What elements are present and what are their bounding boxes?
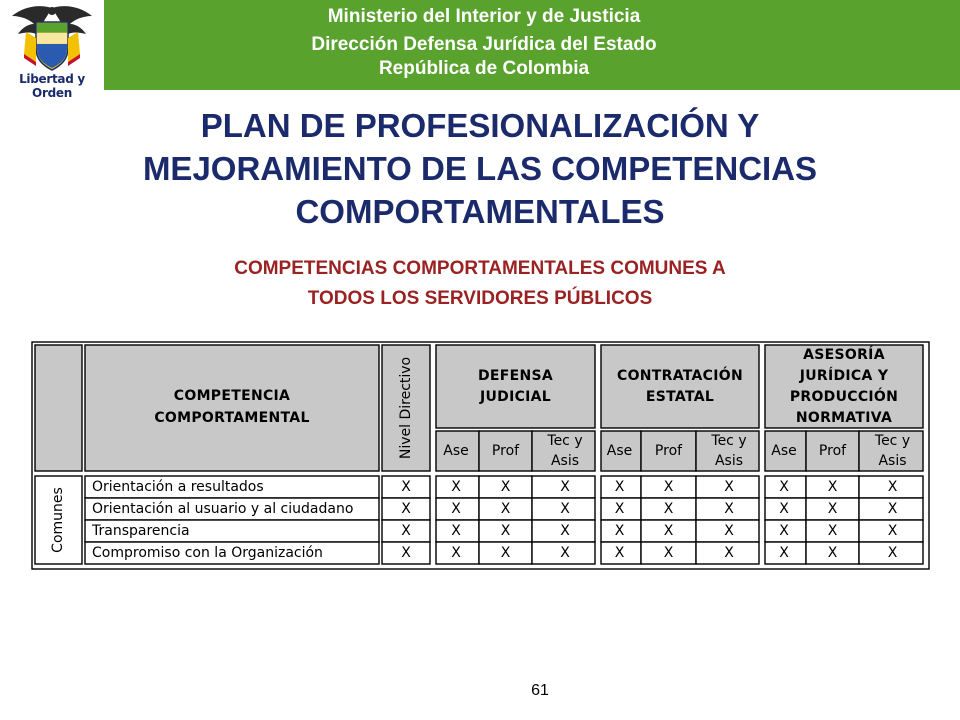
- competency-mark: X: [663, 523, 674, 539]
- subcolumn-header-label: Asis: [714, 453, 744, 469]
- competency-mark: X: [887, 501, 898, 517]
- competencia-header-cell: [85, 345, 379, 471]
- competency-mark: X: [887, 545, 898, 561]
- category-label: Comunes: [50, 487, 66, 553]
- competency-mark: X: [451, 523, 461, 539]
- page-title: [40, 104, 920, 233]
- title-line: PLAN DE PROFESIONALIZACIÓN Y: [200, 107, 760, 144]
- competency-mark: X: [451, 479, 461, 495]
- competency-label: Orientación al usuario y al ciudadano: [92, 501, 354, 517]
- competency-mark: X: [614, 501, 625, 517]
- group-header-cell: [436, 345, 595, 428]
- subtitle-line: COMPETENCIAS COMPORTAMENTALES COMUNES A: [234, 258, 726, 279]
- competency-mark: X: [724, 501, 734, 517]
- competency-label: Transparencia: [92, 523, 190, 539]
- subcolumn-header-label: Asis: [550, 453, 580, 469]
- competency-mark: X: [724, 545, 734, 561]
- subcolumn-header-label: Prof: [654, 443, 683, 459]
- subcolumn-header-label: Tec y: [874, 433, 911, 449]
- coat-of-arms-logo: [0, 0, 104, 100]
- competency-mark: X: [887, 479, 898, 495]
- subcolumn-header-label: Ase: [771, 443, 797, 459]
- competency-mark: X: [500, 523, 511, 539]
- title-line: COMPORTAMENTALES: [295, 193, 665, 230]
- competency-table: [0, 330, 960, 590]
- competency-mark: X: [614, 479, 625, 495]
- group-header-label: ESTATAL: [645, 389, 715, 405]
- competency-mark: X: [500, 545, 511, 561]
- competency-mark: X: [401, 501, 411, 517]
- motto: Libertad y Orden: [19, 72, 85, 100]
- competency-mark: X: [560, 479, 570, 495]
- subcolumn-header-label: Tec y: [547, 433, 583, 449]
- competency-mark: X: [724, 523, 734, 539]
- competency-mark: X: [779, 545, 789, 561]
- competency-mark: X: [663, 479, 674, 495]
- competency-mark: X: [401, 479, 411, 495]
- directorate-name: Dirección Defensa Jurídica del Estado: [311, 34, 657, 55]
- ministry-name: Ministerio del Interior y de Justicia: [327, 6, 641, 27]
- subcolumn-header-label: Prof: [818, 443, 847, 459]
- competency-mark: X: [779, 523, 789, 539]
- competency-mark: X: [614, 545, 625, 561]
- competency-mark: X: [663, 545, 674, 561]
- group-header-cell: [601, 345, 759, 428]
- competency-mark: X: [779, 501, 789, 517]
- competency-label: Orientación a resultados: [92, 479, 264, 495]
- competency-mark: X: [500, 479, 511, 495]
- subcolumn-header-label: Ase: [443, 443, 469, 459]
- competency-mark: X: [887, 523, 898, 539]
- competency-mark: X: [401, 545, 411, 561]
- competencia-header: COMPETENCIA: [173, 388, 291, 404]
- subcolumn-header-label: Tec y: [711, 433, 747, 449]
- competency-mark: X: [663, 501, 674, 517]
- competency-mark: X: [614, 523, 625, 539]
- competency-mark: X: [401, 523, 411, 539]
- group-header-label: DEFENSA: [477, 368, 554, 384]
- corner-header-cell: [35, 345, 82, 471]
- group-header-label: PRODUCCIÓN: [789, 389, 899, 405]
- group-header-label: JUDICIAL: [479, 389, 552, 405]
- competency-mark: X: [560, 545, 570, 561]
- subcolumn-header-label: Prof: [491, 443, 520, 459]
- subcolumn-header-label: Ase: [606, 443, 633, 459]
- competency-mark: X: [779, 479, 789, 495]
- header-banner: [104, 0, 960, 90]
- title-line: MEJORAMIENTO DE LAS COMPETENCIAS: [142, 150, 818, 187]
- country-name: República de Colombia: [378, 58, 590, 79]
- group-header-label: NORMATIVA: [795, 410, 893, 426]
- subcolumn-header-label: Asis: [878, 453, 907, 469]
- competency-mark: X: [560, 501, 570, 517]
- page-number: 61: [531, 682, 549, 699]
- group-header-label: JURÍDICA Y: [799, 368, 889, 384]
- competency-mark: X: [451, 501, 461, 517]
- group-header-label: ASESORÍA: [803, 347, 885, 363]
- competency-label: Compromiso con la Organización: [92, 545, 323, 561]
- group-header-label: CONTRATACIÓN: [617, 368, 743, 384]
- competency-mark: X: [451, 545, 461, 561]
- competency-mark: X: [500, 501, 511, 517]
- colombia-coat-of-arms-icon: [6, 2, 98, 74]
- competency-mark: X: [827, 501, 838, 517]
- competency-mark: X: [827, 523, 838, 539]
- page-subtitle: [120, 254, 840, 314]
- competencia-header: COMPORTAMENTAL: [154, 410, 310, 426]
- nivel-directivo-header: Nivel Directivo: [398, 356, 414, 460]
- competency-mark: X: [560, 523, 570, 539]
- competency-mark: X: [827, 479, 838, 495]
- competency-mark: X: [724, 479, 734, 495]
- competency-mark: X: [827, 545, 838, 561]
- subtitle-line: TODOS LOS SERVIDORES PÚBLICOS: [307, 288, 653, 309]
